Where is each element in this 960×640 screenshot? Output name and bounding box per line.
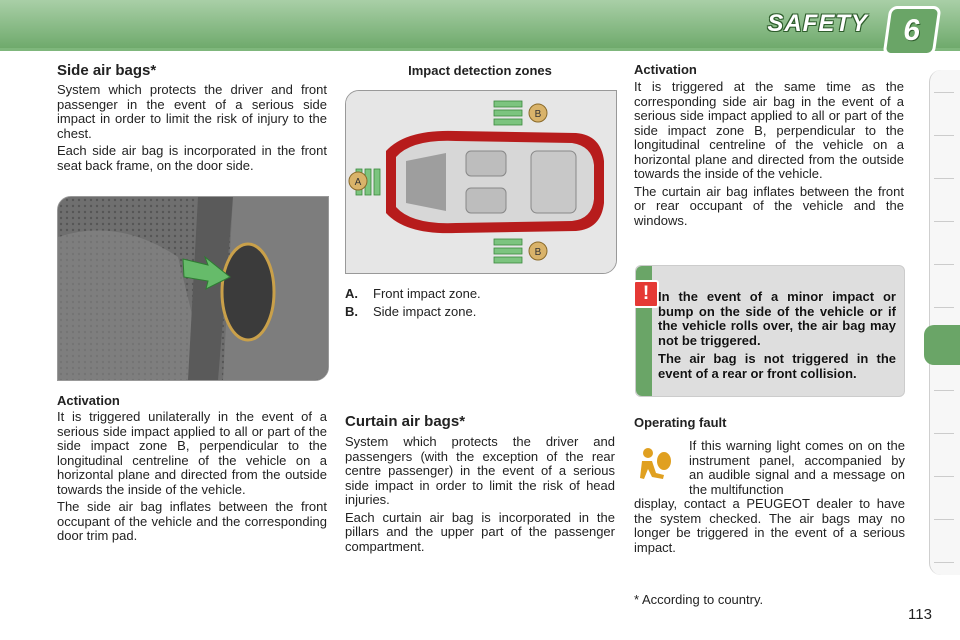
curtain-airbags-text — [345, 435, 615, 557]
tab-divider — [934, 135, 954, 136]
seat-airbag-illustration — [57, 196, 329, 381]
curtain-airbags-title: Curtain air bags* — [345, 413, 466, 430]
zone-b-label-top: B — [534, 109, 542, 120]
tab-divider — [934, 390, 954, 391]
impact-zones-diagram — [345, 90, 617, 274]
curtain-activation-title: Activation — [634, 62, 697, 77]
fault-text-wrapped: If this warning light comes on on the instrument panel, accompanied by an audible signal and a message on the multifunction — [689, 438, 905, 497]
tab-divider — [934, 264, 954, 265]
seat-picture — [58, 197, 328, 380]
car-top-view — [346, 91, 616, 273]
airbag-warning-light-icon — [636, 445, 676, 485]
zones-legend — [345, 287, 615, 319]
tab-divider — [934, 476, 954, 477]
legend-item-a — [345, 287, 615, 302]
impact-zones-title: Impact detection zones — [408, 63, 552, 78]
paragraph: The air bag is not triggered in the event of a rear or front collision. — [658, 351, 896, 381]
chapter-title: SAFETY — [767, 10, 868, 37]
warning-box — [635, 265, 905, 397]
paragraph: It is triggered at the same time as the corresponding side air bag in the event of a serious side impact applied to all or part of the side impact zone B, perpendicular to the longitudinal centreline of the vehicle on a horizontal plane and directed from the outside towards the inside of the vehicle. — [634, 79, 904, 181]
paragraph: In the event of a minor impact or bump on the side of the vehicle or if the vehicle rolls over, the air bag may not be triggered. — [658, 289, 896, 348]
paragraph: It is triggered unilaterally in the event of a serious side impact applied to all or part of the side impact zone B, perpendicular to the longitudinal centreline of the vehicle on a horizontal plane and directed from the outside towards the inside of the vehicle. — [57, 409, 327, 497]
tab-divider — [934, 433, 954, 434]
side-airbags-intro — [57, 83, 327, 176]
chapter-number-badge — [882, 6, 941, 56]
header-divider — [0, 48, 960, 51]
side-activation-text — [57, 410, 327, 547]
paragraph: Each curtain air bag is incorporated in the pillars and the upper part of the passenger compartment. — [345, 509, 615, 554]
legend-key: A. — [345, 286, 358, 301]
legend-text: Front impact zone. — [373, 286, 481, 301]
paragraph: The side air bag inflates between the front occupant of the vehicle and the corresponding door trim pad. — [57, 499, 327, 543]
legend-key: B. — [345, 303, 358, 319]
tab-divider — [934, 307, 954, 308]
zone-a-label: A — [354, 177, 362, 188]
tab-divider — [934, 92, 954, 93]
warning-text — [658, 290, 896, 385]
paragraph: Each side air bag is incorporated in the front seat back frame, on the door side. — [57, 143, 327, 173]
footnote: * According to country. — [634, 592, 764, 607]
curtain-activation-text — [634, 80, 904, 231]
zone-b-label-bottom: B — [534, 247, 542, 258]
tab-divider — [934, 178, 954, 179]
exclamation-icon: ! — [633, 280, 659, 308]
side-airbags-title: Side air bags* — [57, 62, 157, 79]
legend-text: Side impact zone. — [373, 303, 477, 319]
fault-text-continued: display, contact a PEUGEOT dealer to have the system checked. The air bags may no longer be triggered in the event of a serious impact. — [634, 496, 905, 555]
legend-item-b — [345, 305, 615, 320]
paragraph: System which protects the driver and passengers (with the exception of the rear centre passenger) in the event of a serious side impact in order to limit the risk of head injuries. — [345, 434, 615, 507]
tab-divider — [934, 562, 954, 563]
tab-divider — [934, 221, 954, 222]
paragraph: System which protects the driver and front passenger in the event of a serious side impact in order to limit the risk of injury to the chest. — [57, 82, 327, 141]
tab-divider — [934, 519, 954, 520]
chapter-tabs — [929, 70, 960, 575]
active-chapter-tab[interactable] — [924, 325, 960, 365]
chapter-number: 6 — [901, 14, 923, 47]
page-number: 113 — [908, 606, 932, 623]
paragraph: The curtain air bag inflates between the front or rear occupant of the vehicle and the windows. — [634, 183, 904, 228]
side-activation-title: Activation — [57, 393, 120, 408]
operating-fault-title: Operating fault — [634, 415, 727, 430]
